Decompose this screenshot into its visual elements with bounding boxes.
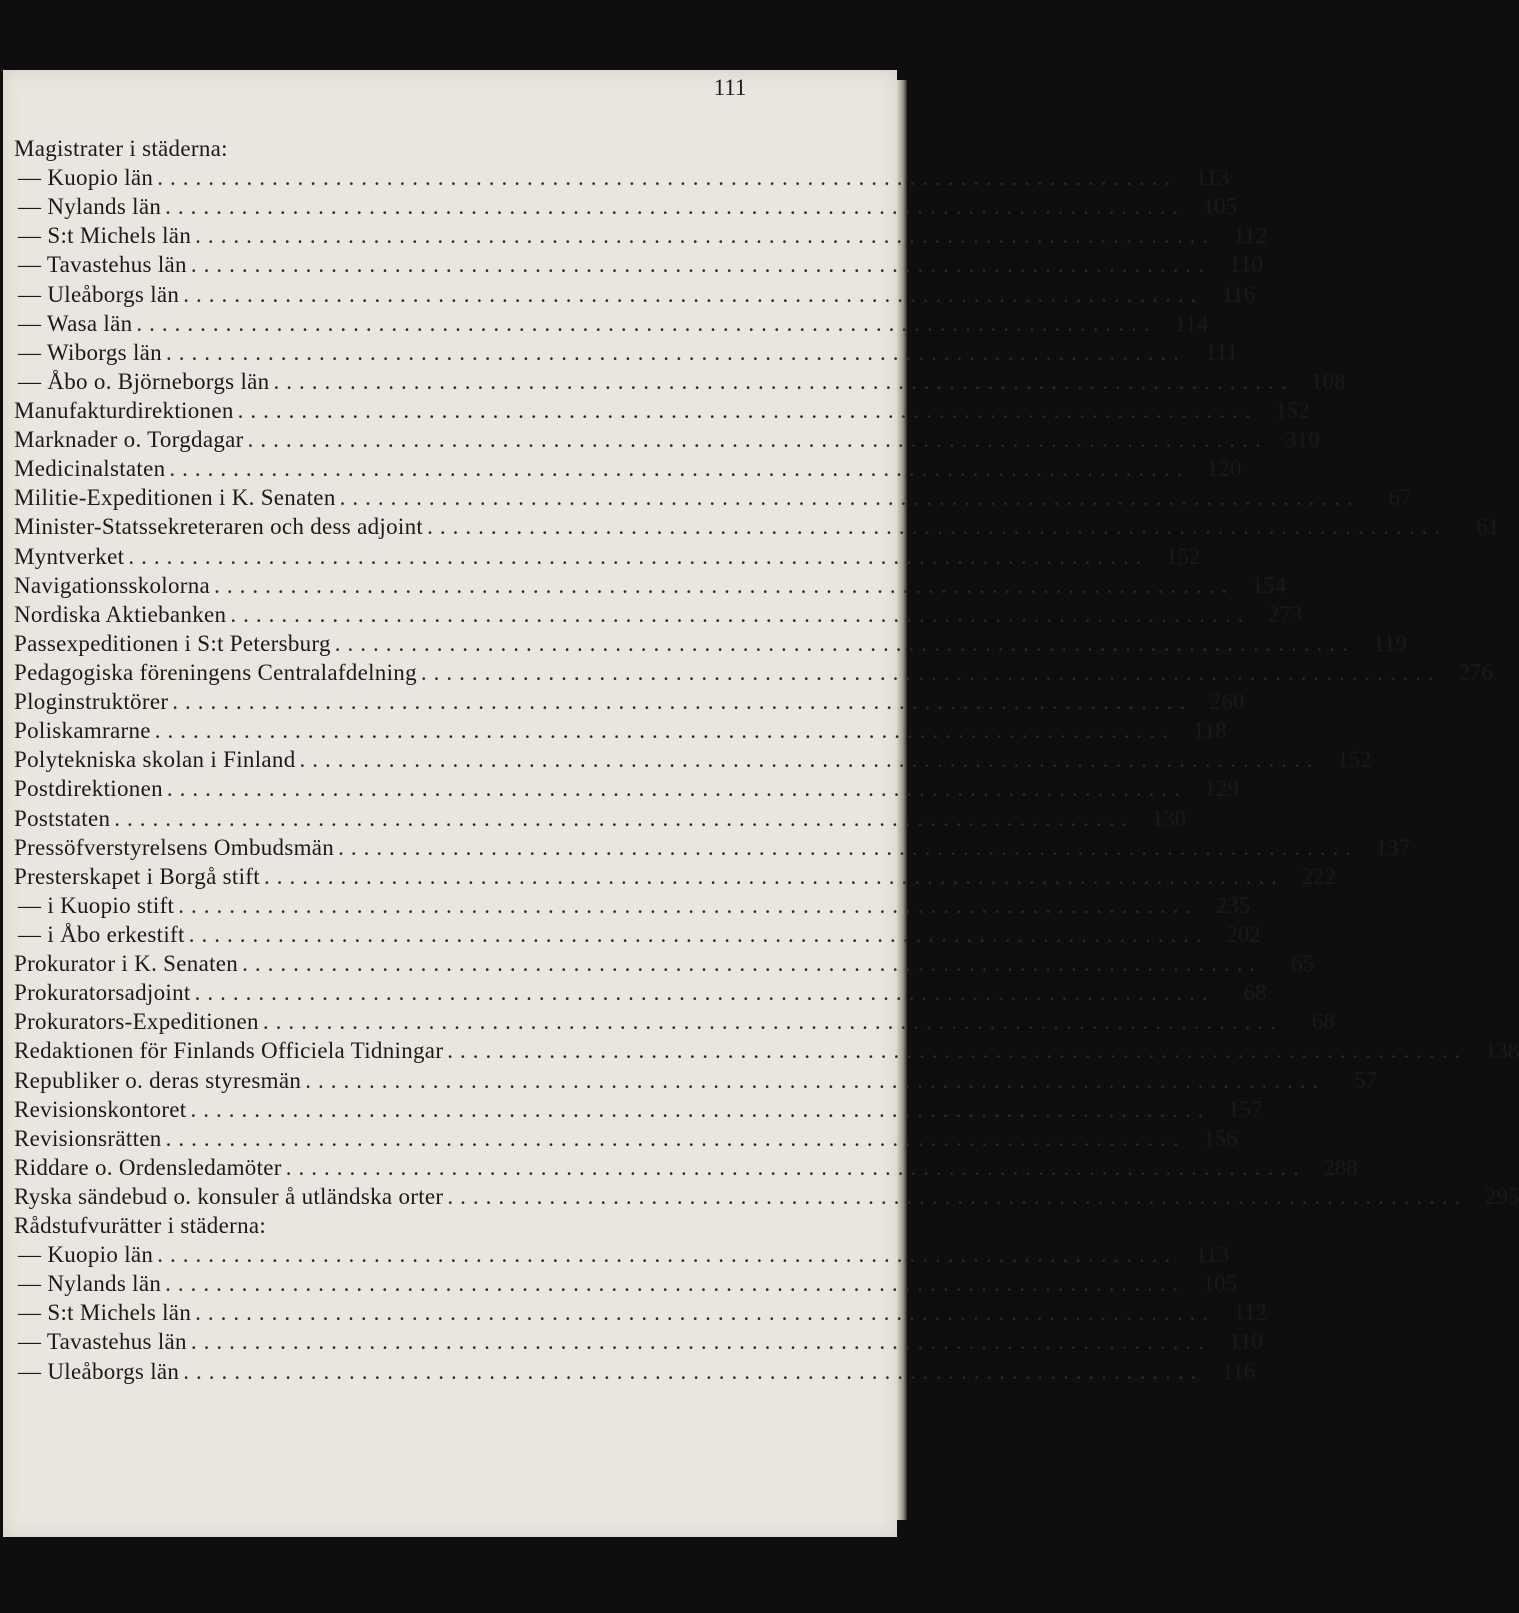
entry-label: Minister-Statssekreteraren och dess adjoint xyxy=(14,514,424,540)
index-entry xyxy=(14,1298,1268,1327)
index-entry xyxy=(14,512,1500,541)
page-reference: 137 xyxy=(1375,834,1411,860)
dot-leader: ................................................................................ xyxy=(285,1154,1306,1180)
page-reference: 65 xyxy=(1291,951,1315,977)
entry-label: — i Kuopio stift xyxy=(18,892,175,918)
index-entry xyxy=(14,1007,1335,1036)
page-reference: 105 xyxy=(1202,1271,1238,1297)
entry-label: — Uleåborgs län xyxy=(18,1358,180,1384)
dot-leader: ................................................................................ xyxy=(447,1038,1468,1064)
entry-label: Manufakturdirektionen xyxy=(14,397,234,423)
page-reference: 119 xyxy=(1373,630,1407,656)
index-entry xyxy=(14,658,1493,687)
entry-label: Myntverket xyxy=(14,543,125,569)
page-reference: 130 xyxy=(1151,805,1187,831)
page-reference: 67 xyxy=(1388,485,1412,511)
dot-leader: ................................................................................ xyxy=(157,165,1178,191)
dot-leader: ................................................................................ xyxy=(420,659,1441,685)
entry-label: Revisionsrätten xyxy=(14,1125,162,1151)
index-entry xyxy=(14,978,1267,1007)
entry-label: — Tavastehus län xyxy=(18,1329,187,1355)
dot-leader: ................................................................................ xyxy=(190,1329,1211,1355)
index-entry xyxy=(14,687,1245,716)
entry-label: Polytekniska skolan i Finland xyxy=(14,747,296,773)
entry-label: Militie-Expeditionen i K. Senaten xyxy=(14,485,336,511)
page-reference: 152 xyxy=(1165,543,1201,569)
index-heading xyxy=(14,134,804,163)
dot-leader: ................................................................................ xyxy=(165,1125,1186,1151)
page-reference: 61 xyxy=(1476,514,1500,540)
page-reference: 202 xyxy=(1226,921,1261,947)
entry-label: Poliskamrarne xyxy=(14,718,151,744)
index-entry xyxy=(14,163,1230,192)
entry-label: Magistrater i städerna: xyxy=(14,136,228,161)
page-reference: 156 xyxy=(1203,1125,1238,1151)
page-reference: 152 xyxy=(1337,747,1372,773)
dot-leader: ................................................................................ xyxy=(183,281,1204,307)
entry-label: — i Åbo erkestift xyxy=(18,921,185,947)
entry-label: — Tavastehus län xyxy=(18,252,187,278)
entry-label: — Kuopio län xyxy=(18,165,154,191)
entry-label: — S:t Michels län xyxy=(18,223,192,249)
entry-label: Prokurator i K. Senaten xyxy=(14,951,239,977)
entry-label: — Uleåborgs län xyxy=(18,281,180,307)
dot-leader: ................................................................................ xyxy=(190,252,1211,278)
dot-leader: ................................................................................ xyxy=(339,485,1360,511)
entry-label: — Wasa län xyxy=(18,310,133,336)
dot-leader: ................................................................................ xyxy=(305,1067,1326,1093)
page-reference: 116 xyxy=(1221,1358,1256,1384)
dot-leader: ................................................................................ xyxy=(214,572,1235,598)
dot-leader: ................................................................................ xyxy=(154,718,1175,744)
page-reference: 68 xyxy=(1243,980,1267,1006)
page-reference: 120 xyxy=(1206,456,1242,482)
page-reference: 112 xyxy=(1233,223,1268,249)
entry-label: Redaktionen för Finlands Officiela Tidningar xyxy=(14,1038,444,1064)
index-entry xyxy=(14,629,1407,658)
dot-leader: ................................................................................ xyxy=(338,834,1359,860)
dot-leader: ................................................................................ xyxy=(273,368,1294,394)
dot-leader: ................................................................................ xyxy=(188,921,1209,947)
page-reference: 273 xyxy=(1267,601,1303,627)
dot-leader: ................................................................................ xyxy=(247,427,1268,453)
index-entry xyxy=(14,1066,1378,1095)
index-entry xyxy=(14,396,1310,425)
dot-leader: ................................................................................ xyxy=(165,194,1186,220)
dot-leader: ................................................................................ xyxy=(169,456,1190,482)
entry-label: Riddare o. Ordensledamöter xyxy=(14,1154,282,1180)
entry-label: Passexpeditionen i S:t Petersburg xyxy=(14,630,331,656)
page-reference: 111 xyxy=(1205,339,1238,365)
index-entry xyxy=(14,309,1209,338)
dot-leader: ................................................................................ xyxy=(183,1358,1204,1384)
dot-leader: ................................................................................ xyxy=(114,805,1135,831)
page-reference: 222 xyxy=(1301,863,1336,889)
index-entry xyxy=(14,221,1268,250)
dot-leader: ................................................................................ xyxy=(427,514,1448,540)
dot-leader: ................................................................................ xyxy=(334,630,1355,656)
index-entry xyxy=(14,192,1238,221)
entry-label: Poststaten xyxy=(14,805,111,831)
index-entry xyxy=(14,542,1201,571)
entry-label: Republiker o. deras styresmän xyxy=(14,1067,302,1093)
index-entry xyxy=(14,571,1287,600)
index-entry xyxy=(14,920,1261,949)
entry-label: — Nylands län xyxy=(18,194,162,220)
page-reference: 288 xyxy=(1323,1154,1358,1180)
dot-leader: ................................................................................ xyxy=(166,776,1187,802)
index-entry xyxy=(14,1036,1519,1065)
index-entry xyxy=(14,833,1411,862)
page-reference: 118 xyxy=(1193,718,1227,744)
dot-leader: ................................................................................ xyxy=(195,223,1216,249)
entry-label: Pressöfverstyrelsens Ombudsmän xyxy=(14,834,335,860)
index-entry xyxy=(14,804,1187,833)
index-entry xyxy=(14,891,1251,920)
index-heading xyxy=(14,1211,804,1240)
dot-leader: ................................................................................ xyxy=(447,1183,1468,1209)
page-reference: 138 xyxy=(1484,1038,1519,1064)
page-reference: 110 xyxy=(1229,1329,1263,1355)
page-reference: 114 xyxy=(1174,310,1209,336)
index-entry xyxy=(14,1182,1519,1211)
dot-leader: ................................................................................ xyxy=(165,1271,1186,1297)
dot-leader: ................................................................................ xyxy=(237,397,1258,423)
entry-label: — S:t Michels län xyxy=(18,1300,192,1326)
page-reference: 112 xyxy=(1233,1300,1268,1326)
dot-leader: ................................................................................ xyxy=(299,747,1320,773)
entry-label: Presterskapet i Borgå stift xyxy=(14,863,260,889)
index-entry xyxy=(14,774,1239,803)
page-reference: 310 xyxy=(1285,427,1320,453)
index-entry xyxy=(14,745,1372,774)
page-reference: 105 xyxy=(1202,194,1238,220)
index-entry xyxy=(14,1153,1358,1182)
entry-label: Ryska sändebud o. konsuler å utländska orter xyxy=(14,1183,444,1209)
dot-leader: ................................................................................ xyxy=(263,863,1284,889)
page-reference: 116 xyxy=(1221,281,1256,307)
entry-label: Medicinalstaten xyxy=(14,456,166,482)
dot-leader: ................................................................................ xyxy=(242,951,1263,977)
page-reference: 129 xyxy=(1204,776,1239,802)
index-entry xyxy=(14,338,1238,367)
dot-leader: ................................................................................ xyxy=(230,601,1251,627)
index-list xyxy=(14,134,1519,1386)
index-entry xyxy=(14,425,1320,454)
index-entry xyxy=(14,454,1242,483)
dot-leader: ................................................................................ xyxy=(194,980,1215,1006)
page-reference: 276 xyxy=(1458,659,1493,685)
page-reference: 154 xyxy=(1251,572,1287,598)
entry-label: — Wiborgs län xyxy=(18,339,162,365)
dot-leader: ................................................................................ xyxy=(165,339,1186,365)
dot-leader: ................................................................................ xyxy=(172,689,1193,715)
entry-label: Ploginstruktörer xyxy=(14,689,169,715)
index-entry xyxy=(14,600,1303,629)
index-entry xyxy=(14,1240,1230,1269)
entry-label: Marknader o. Torgdagar xyxy=(14,427,244,453)
entry-label: Prokurators-Expeditionen xyxy=(14,1009,259,1035)
entry-label: Postdirektionen xyxy=(14,776,163,802)
index-entry xyxy=(14,1095,1263,1124)
entry-label: Revisionskontoret xyxy=(14,1096,187,1122)
index-entry xyxy=(14,250,1263,279)
entry-label: — Åbo o. Björneborgs län xyxy=(18,368,270,394)
dot-leader: ................................................................................ xyxy=(190,1096,1211,1122)
index-entry xyxy=(14,1357,1256,1386)
dot-leader: ................................................................................ xyxy=(178,892,1199,918)
page-reference: 57 xyxy=(1354,1067,1378,1093)
dot-leader: ................................................................................ xyxy=(136,310,1157,336)
page-number: 111 xyxy=(713,75,747,100)
page-reference: 157 xyxy=(1227,1096,1263,1122)
page-reference: 108 xyxy=(1310,368,1346,394)
entry-label: — Nylands län xyxy=(18,1271,162,1297)
page-reference: 68 xyxy=(1311,1009,1335,1035)
page-reference: 113 xyxy=(1195,1242,1230,1268)
entry-label: — Kuopio län xyxy=(18,1242,154,1268)
page-reference: 235 xyxy=(1215,892,1251,918)
index-entry xyxy=(14,949,1315,978)
index-entry xyxy=(14,1124,1238,1153)
index-entry xyxy=(14,716,1227,745)
page-reference: 113 xyxy=(1195,165,1230,191)
entry-label: Navigationsskolorna xyxy=(14,572,211,598)
entry-label: Nordiska Aktiebanken xyxy=(14,601,227,627)
dot-leader: ................................................................................ xyxy=(262,1009,1283,1035)
index-entry xyxy=(14,367,1346,396)
entry-label: Pedagogiska föreningens Centralafdelning xyxy=(14,659,417,685)
index-entry xyxy=(14,280,1256,309)
index-entry xyxy=(14,483,1412,512)
index-entry xyxy=(14,1269,1238,1298)
dot-leader: ................................................................................ xyxy=(195,1300,1216,1326)
entry-label: Prokuratorsadjoint xyxy=(14,980,191,1006)
entry-label: Rådstufvurätter i städerna: xyxy=(14,1213,267,1239)
index-entry xyxy=(14,862,1336,891)
dot-leader: ................................................................................ xyxy=(128,543,1149,569)
page-reference: 295 xyxy=(1484,1183,1519,1209)
index-entry xyxy=(14,1327,1263,1356)
page-reference: 260 xyxy=(1209,689,1245,715)
dot-leader: ................................................................................ xyxy=(157,1242,1178,1268)
page-reference: 110 xyxy=(1229,252,1263,278)
page-reference: 152 xyxy=(1275,397,1310,423)
